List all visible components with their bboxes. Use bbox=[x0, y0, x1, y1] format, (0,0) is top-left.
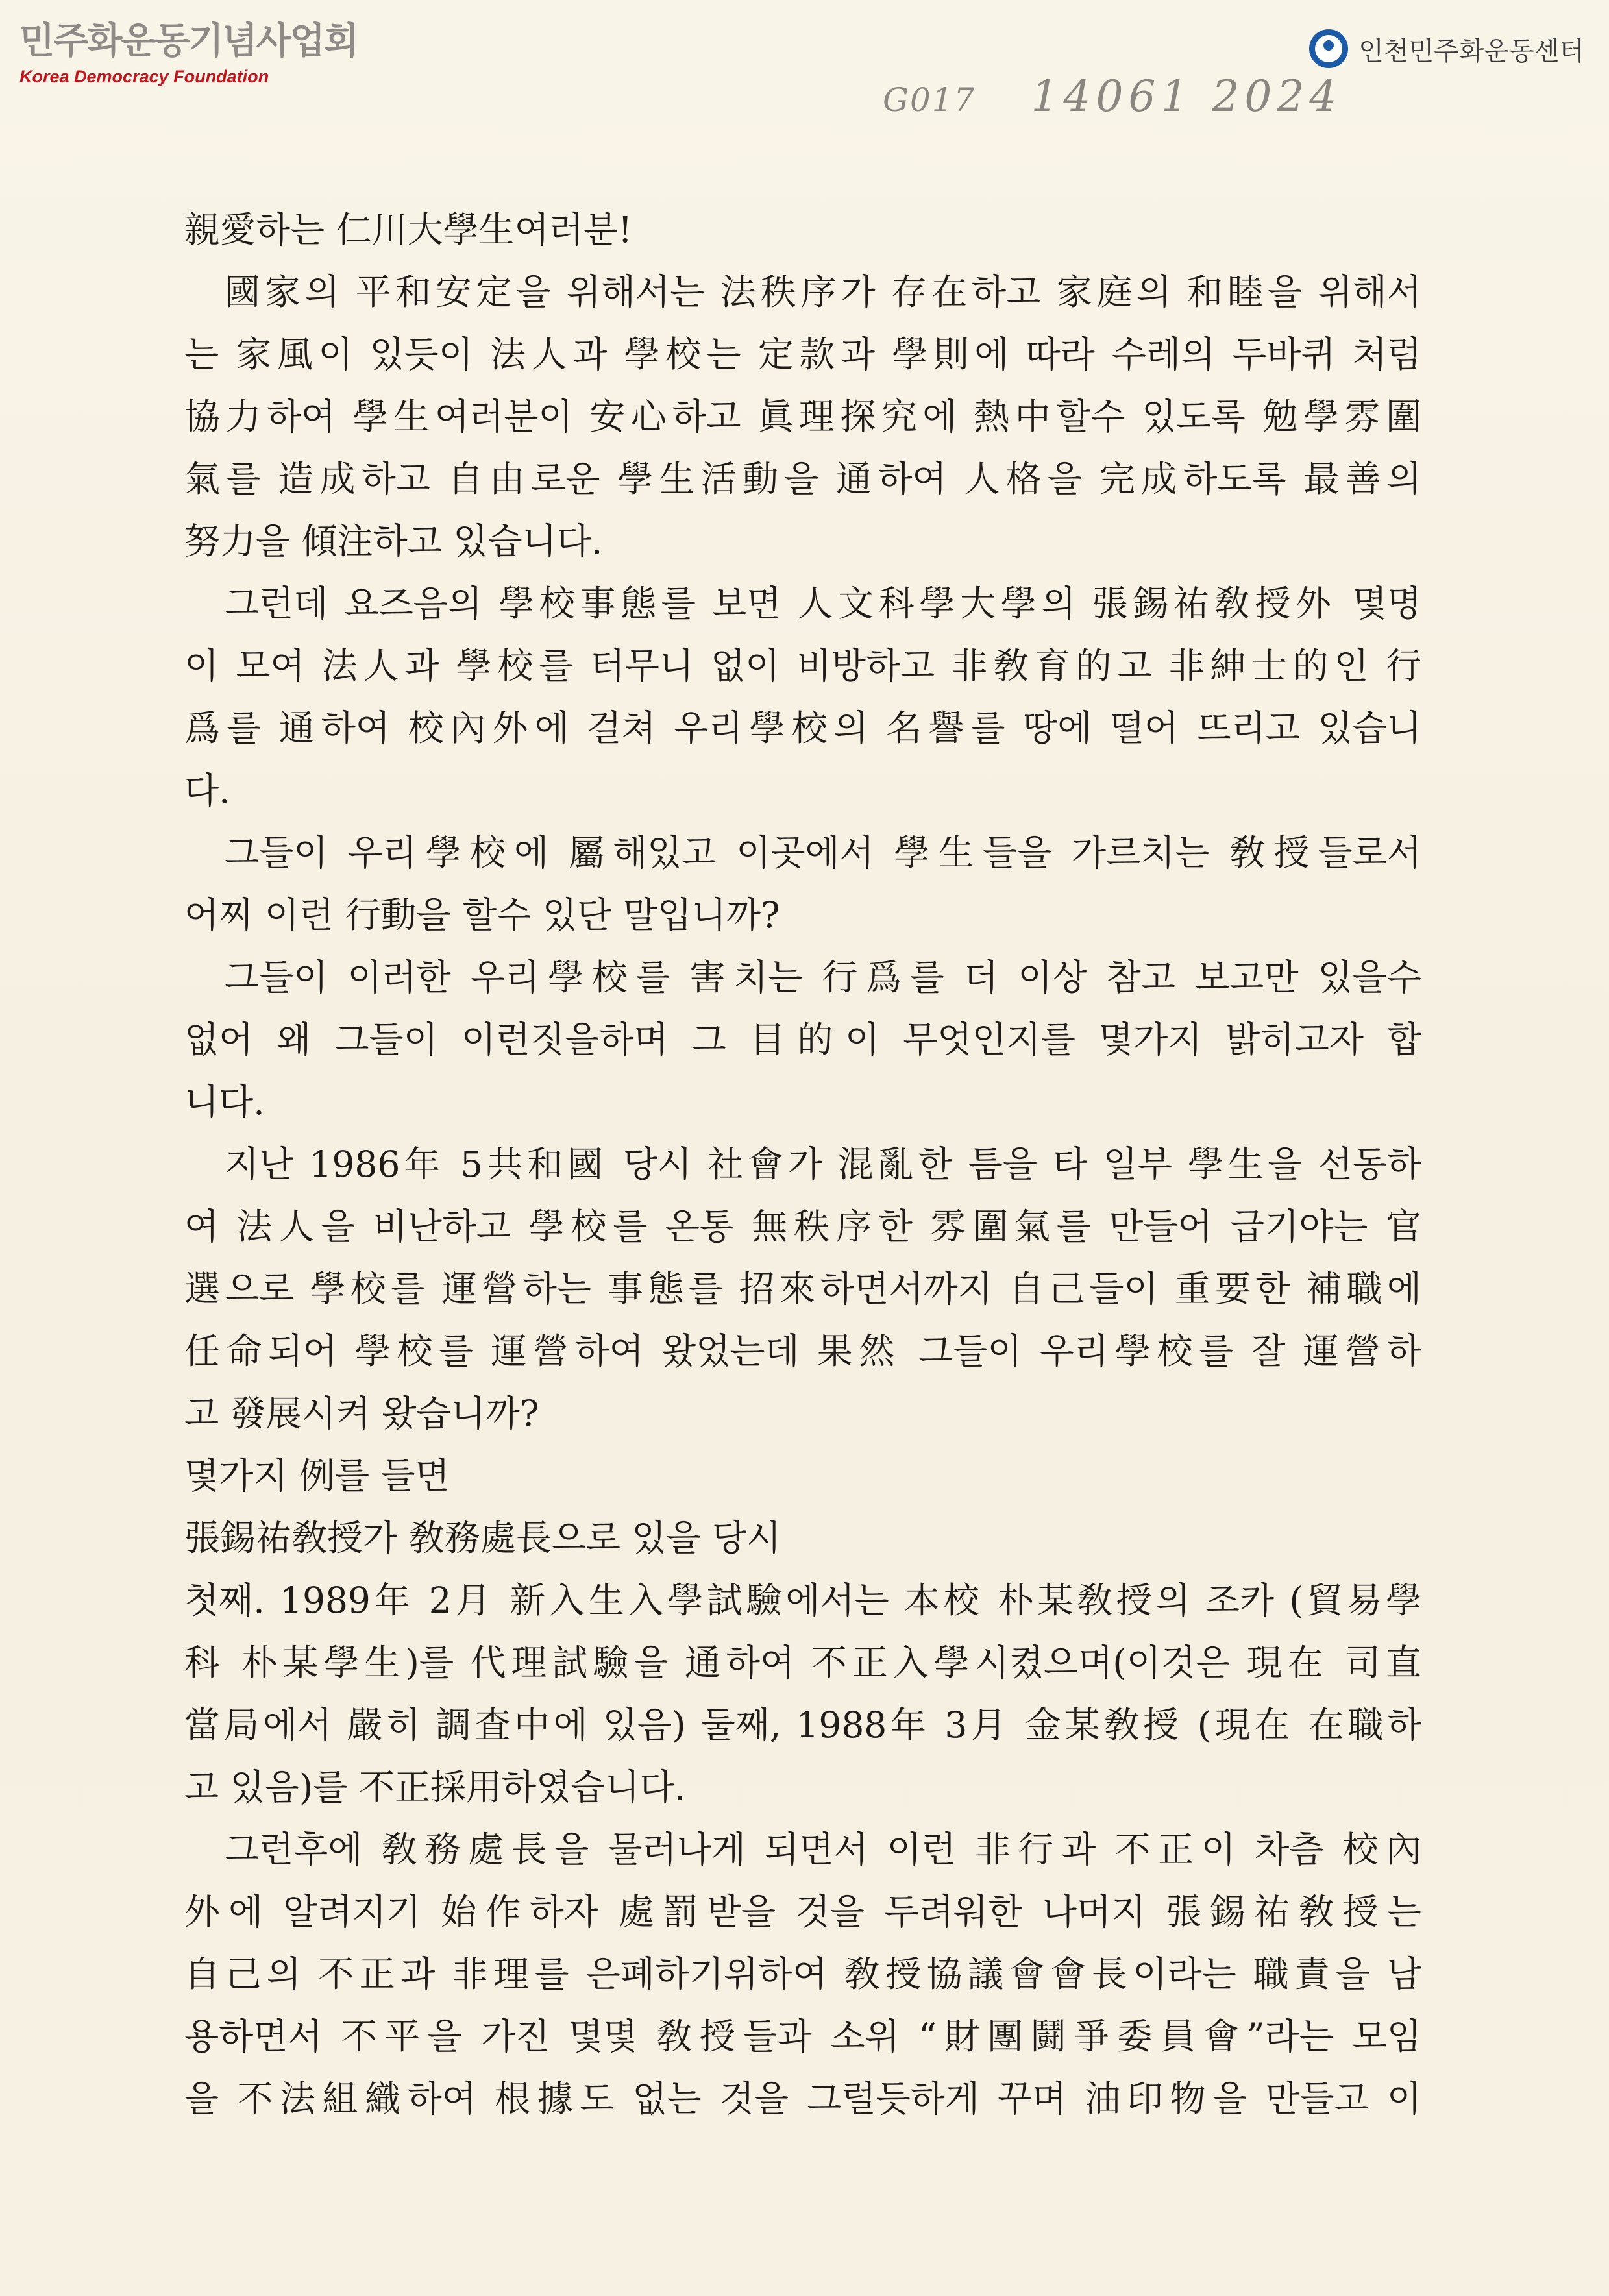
text-line: 그런데 요즈음의 學校事態를 보면 人文科學大學의 張錫祐敎授外 몇명 bbox=[225, 583, 1421, 624]
archive-code: G017 bbox=[883, 81, 976, 119]
text-line: 그들이 이러한 우리學校를 害치는 行爲를 더 이상 참고 보고만 있을수 bbox=[225, 957, 1421, 998]
org-korean-name: 민주화운동기념사업회 bbox=[19, 20, 358, 62]
text-line: 니다. bbox=[184, 1081, 265, 1123]
partner-name: 인천민주화운동센터 bbox=[1358, 36, 1584, 66]
text-line: 그들이 우리學校에 屬해있고 이곳에서 學生들을 가르치는 敎授들로서 bbox=[225, 832, 1421, 873]
salutation: 親愛하는 仁川大學生여러분! bbox=[184, 209, 633, 250]
text-line: 國家의 平和安定을 위해서는 法秩序가 存在하고 家庭의 和睦을 위해서 bbox=[225, 271, 1421, 313]
text-line: 다. bbox=[184, 770, 230, 811]
text-line: 지난 1986年 5共和國 당시 社會가 混亂한 틈을 타 일부 學生을 선동하 bbox=[225, 1143, 1421, 1185]
text-line: 任命되어 學校를 運營하여 왔었는데 果然 그들이 우리學校를 잘 運營하 bbox=[184, 1330, 1421, 1372]
text-line: 용하면서 不平을 가진 몇몇 敎授들과 소위 “財團鬪爭委員會”라는 모임 bbox=[184, 2016, 1421, 2057]
text-line: 努力을 傾注하고 있습니다. bbox=[184, 520, 603, 562]
text-line: 이 모여 法人과 學校를 터무니 없이 비방하고 非敎育的고 非紳士的인 行 bbox=[184, 645, 1421, 687]
text-line: 고 있음)를 不正採用하였습니다. bbox=[184, 1766, 686, 1808]
text-line: 그런후에 敎務處長을 물러나게 되면서 이런 非行과 不正이 차츰 校內 bbox=[225, 1829, 1421, 1870]
kdf-logo bbox=[19, 18, 357, 103]
org-english-name: Korea Democracy Foundation bbox=[19, 67, 269, 86]
text-line: 協力하여 學生여러분이 安心하고 眞理探究에 熱中할수 있도록 勉學雰圍 bbox=[184, 396, 1421, 437]
text-line: 어찌 이런 行動을 할수 있단 말입니까? bbox=[184, 894, 780, 936]
text-line: 選으로 學校를 運營하는 事態를 招來하면서까지 自己들이 重要한 補職에 bbox=[184, 1268, 1421, 1310]
text-line: 當局에서 嚴히 調査中에 있음) 둘째, 1988年 3月 金某敎授 (現在 在職하 bbox=[184, 1704, 1421, 1746]
text-line: 을 不法組織하여 根據도 없는 것을 그럴듯하게 꾸며 油印物을 만들고 이 bbox=[184, 2078, 1421, 2119]
text-line: 氣를 造成하고 自由로운 學生活動을 通하여 人格을 完成하도록 最善의 bbox=[184, 458, 1421, 500]
handwritten-note bbox=[883, 71, 1342, 121]
partner-logo bbox=[1308, 26, 1584, 71]
text-line: 첫째. 1989年 2月 新入生入學試驗에서는 本校 朴某敎授의 조카 (貿易學 bbox=[184, 1580, 1421, 1621]
letter-body bbox=[184, 199, 1421, 2130]
text-line: 는 家風이 있듯이 法人과 學校는 定款과 學則에 따라 수레의 두바퀴 처럼 bbox=[184, 334, 1421, 375]
text-line: 張錫祐敎授가 敎務處長으로 있을 당시 bbox=[184, 1517, 781, 1559]
text-line: 몇가지 例를 들면 bbox=[184, 1455, 450, 1496]
text-line: 自己의 不正과 非理를 은폐하기위하여 敎授協議會會長이라는 職責을 남 bbox=[184, 1953, 1421, 1995]
text-line: 科 朴某學生)를 代理試驗을 通하여 不正入學시켰으며(이것은 現在 司直 bbox=[184, 1642, 1421, 1683]
archive-date: 14061 2024 bbox=[1031, 71, 1342, 121]
text-line: 고 發展시켜 왔습니까? bbox=[184, 1393, 539, 1434]
text-line: 外에 알려지기 始作하자 處罰받을 것을 두려워한 나머지 張錫祐敎授는 bbox=[184, 1891, 1421, 1933]
text-line: 없어 왜 그들이 이런짓을하며 그 目的이 무엇인지를 몇가지 밝히고자 합 bbox=[184, 1019, 1421, 1060]
text-line: 爲를 通하여 校內外에 걸쳐 우리學校의 名譽를 땅에 떨어 뜨리고 있습니 bbox=[184, 707, 1421, 749]
partner-emblem-icon bbox=[1308, 28, 1349, 69]
text-line: 여 法人을 비난하고 學校를 온통 無秩序한 雰圍氣를 만들어 급기야는 官 bbox=[184, 1206, 1421, 1247]
